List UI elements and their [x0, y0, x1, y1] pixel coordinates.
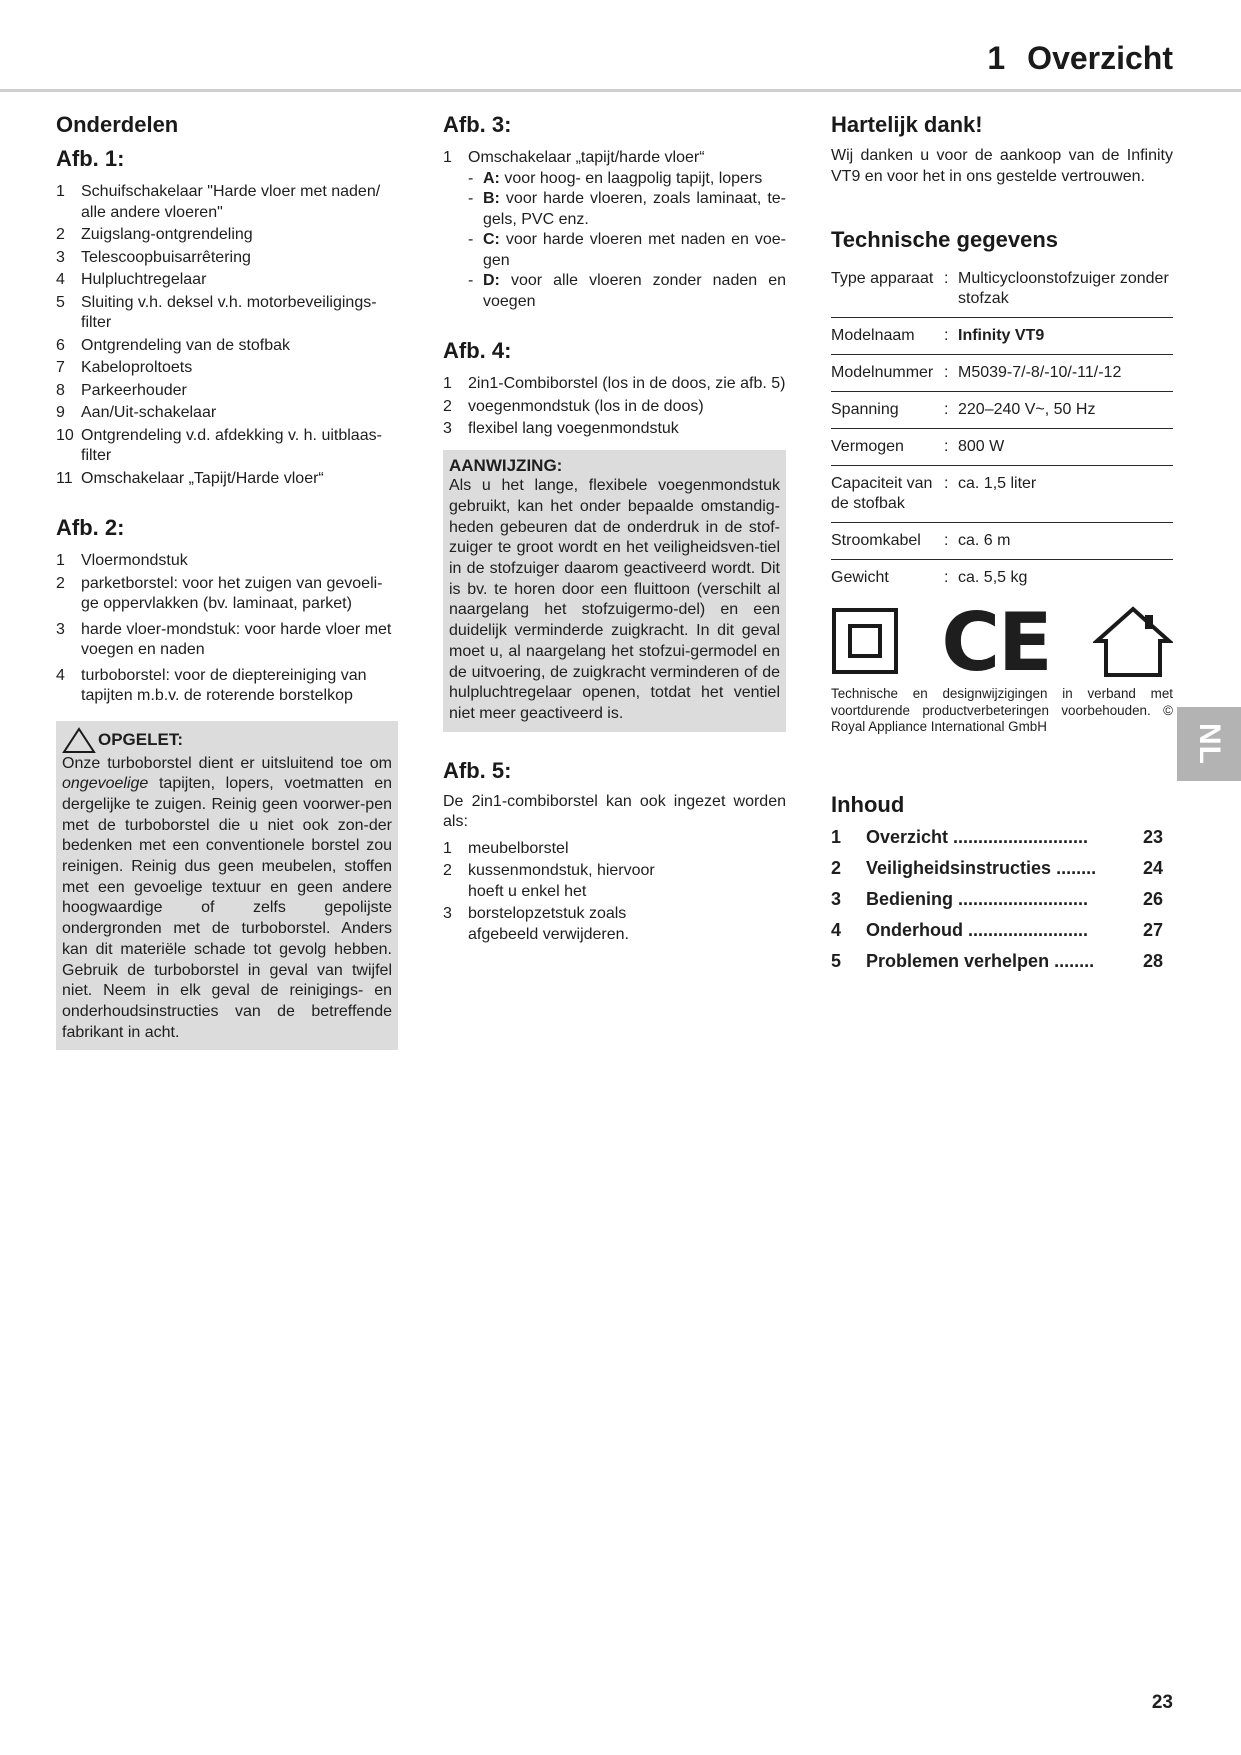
afb3-list: [443, 148, 786, 312]
afb2-title: Afb. 2:: [56, 515, 125, 540]
spec-colon: :: [944, 392, 958, 429]
warning-text: Onze turboborstel dient er uitsluitend toe om ongevoelige tapijten, lopers, voetmatten en dergelijke te zuigen. Reinig geen voorwer-pen met de turboborstel die u niet ook zon-der bedenken met een conventionele borstel zou reinigen. Reinig dus geen meubelen, stoffen met een gevoelige textuur en geen andere hoogwaardige of zelfs gepolijste ondergronden met de turboborstel. Anders kan dit materiële schade tot gevolg hebben. Gebruik de turboborstel in geval van twijfel niet. Neem in elk geval de reinigings- en onderhoudsinstructies van de betreffende fabrikant in acht.: [62, 754, 392, 1041]
spec-colon: :: [944, 261, 958, 318]
toc-item[interactable]: 5 Problemen verhelpen ........ 28: [831, 950, 1164, 971]
chapter-number: 1: [987, 40, 1006, 76]
afb3-sublist: [468, 169, 786, 313]
specs-table: [831, 261, 1173, 596]
list-item: 9 Aan/Uit-schakelaar: [56, 404, 217, 421]
afb3-title: Afb. 3:: [443, 112, 512, 137]
list-item: 8 Parkeerhouder: [56, 381, 187, 399]
column-middle: [443, 112, 786, 947]
spec-key: Modelnummer: [831, 355, 944, 392]
list-item: 3 borstelopzetstuk zoals afgebeeld verwijderen.: [443, 905, 629, 943]
afb5-intro: De 2in1-combiborstel kan ook ingezet worden als:: [443, 792, 786, 831]
spec-row: [831, 261, 1173, 318]
afb1-list: [56, 182, 398, 489]
page-number: 23: [1151, 1692, 1173, 1713]
spec-colon: :: [944, 523, 958, 560]
toc-item[interactable]: 4 Onderhoud ........................ 27: [831, 919, 1164, 940]
spec-value: ca. 6 m: [958, 523, 1173, 560]
spec-row: [831, 560, 1173, 597]
sub-item: - C: voor harde vloeren met naden en voe-gen: [468, 231, 786, 269]
warning-triangle-icon: [62, 727, 96, 754]
column-right: [831, 112, 1173, 977]
afb5-list: [443, 839, 786, 946]
spec-row: [831, 392, 1173, 429]
sub-item: - B: voor harde vloeren, zoals laminaat, te-gels, PVC enz.: [468, 190, 786, 228]
spec-row: [831, 523, 1173, 560]
spec-key: Type apparaat: [831, 261, 944, 318]
column-left: [56, 112, 398, 1050]
note-box: [443, 450, 786, 732]
toc-item[interactable]: 2 Veiligheidsinstructies ........ 24: [831, 857, 1164, 878]
spec-key: Spanning: [831, 392, 944, 429]
list-item: 2 Zuigslang-ontgrendeling: [56, 226, 253, 243]
spec-colon: :: [944, 466, 958, 523]
list-item: 3 Telescoopbuisarrêtering: [56, 248, 251, 266]
list-item: 3 flexibel lang voegenmondstuk: [443, 420, 679, 437]
note-title: AANWIJZING:: [449, 455, 563, 475]
spec-colon: :: [944, 355, 958, 392]
spec-colon: :: [944, 318, 958, 355]
spec-row: [831, 429, 1173, 466]
spec-colon: :: [944, 569, 949, 586]
indoor-use-house-icon: [1093, 605, 1173, 682]
language-tab: NL: [1177, 707, 1241, 781]
ce-mark-icon: CE: [941, 596, 1051, 689]
sub-item: - A: voor hoog- en laagpolig tapijt, lopers: [468, 169, 763, 187]
certification-symbols: [831, 596, 1173, 689]
toc-item[interactable]: 3 Bediening .......................... 26: [831, 888, 1164, 909]
spec-value: 220–240 V~, 50 Hz: [958, 392, 1173, 429]
specs-title: Technische gegevens: [831, 227, 1059, 252]
afb1-title: Afb. 1:: [56, 146, 125, 171]
spec-value: Infinity VT9: [958, 318, 1173, 355]
list-item: 3 harde vloer-mondstuk: voor harde vloer met voegen en naden: [56, 620, 392, 658]
spec-value: ca. 5,5 kg: [958, 569, 1028, 586]
disclaimer: Technische en designwijzigingen in verband met voortdurende productverbeteringen voorbehouden. © Royal Appliance International GmbH: [831, 686, 1173, 734]
spec-key: Capaciteit van de stofbak: [831, 466, 944, 523]
chapter-title: Overzicht: [1027, 40, 1173, 76]
list-item: 6 Ontgrendeling van de stofbak: [56, 336, 291, 354]
page-header: [0, 0, 1241, 92]
toc-title: Inhoud: [831, 791, 905, 817]
list-item: 2 voegenmondstuk (los in de doos): [443, 397, 704, 415]
spec-row: [831, 318, 1173, 355]
note-text: Als u het lange, flexibele voegenmondstuk gebruikt, kan het onder bepaalde omstandig-heden gebeuren dat de onderdruk in de stof-zuiger te groot wordt en het veiligheidsven-tiel in de stofzuiger daarom geactiveerd wordt. Dit is bv. te horen door een fluittoon (verschilt al naargelang het stofzuigermo-del) en een duidelijk verminderde zuigkracht. In dit geval moet u, al naargelang het stofzui-germodel en de uitvoering, de zuigkracht verminderen of de hulpluchtregelaar openen, totdat het ventiel niet meer geactiveerd is.: [449, 477, 780, 722]
list-item: 1 2in1-Combiborstel (los in de doos, zie afb. 5): [443, 375, 786, 392]
list-item: 1 Omschakelaar „tapijt/harde vloer“ - A: voor hoog- en laagpolig tapijt, lopers - B: voor harde vloeren, zoals laminaat, te-gels, PVC enz. - C: voor harde vloeren met naden en voe-gen - D: voor alle vloeren zonder naden en voegen: [443, 148, 786, 312]
spec-key: Vermogen: [831, 429, 944, 466]
afb5-title: Afb. 5:: [443, 757, 512, 783]
list-item: 11 Omschakelaar „Tapijt/Harde vloer“: [56, 469, 324, 487]
afb2-list: [56, 551, 398, 707]
list-item: 1 meubelborstel: [443, 839, 569, 857]
thanks-title: Hartelijk dank!: [831, 112, 983, 137]
spec-row: [831, 355, 1173, 392]
spec-value: Multicycloonstofzuiger zonder stofzak: [958, 261, 1173, 318]
page-title: [987, 40, 1173, 77]
double-insulation-icon: [831, 607, 899, 680]
list-item: 2 kussenmondstuk, hiervoor hoeft u enkel het: [443, 862, 655, 900]
warning-box: [56, 721, 398, 1051]
list-item: 1 Schuifschakelaar "Harde vloer met naden/ alle andere vloeren": [56, 183, 381, 221]
spec-value: 800 W: [958, 429, 1173, 466]
spec-key: Stroomkabel: [831, 523, 944, 560]
sub-item: - D: voor alle vloeren zonder naden en voegen: [468, 272, 786, 310]
list-item: 5 Sluiting v.h. deksel v.h. motorbeveiligings-filter: [56, 293, 377, 331]
spec-key: Modelnaam: [831, 318, 944, 355]
list-item: 1 Vloermondstuk: [56, 552, 188, 569]
list-item: 4 Hulpluchtregelaar: [56, 271, 207, 288]
spec-row: [831, 466, 1173, 523]
list-item: 7 Kabeloproltoets: [56, 359, 193, 376]
afb4-title: Afb. 4:: [443, 338, 512, 363]
spec-colon: :: [944, 429, 958, 466]
table-of-contents: [831, 822, 1173, 977]
parts-heading: Onderdelen: [56, 112, 179, 137]
list-item: 2 parketborstel: voor het zuigen van gevoeli-ge oppervlakken (bv. laminaat, parket): [56, 574, 383, 612]
list-item: 10 Ontgrendeling v.d. afdekking v. h. uitblaas-filter: [56, 426, 382, 464]
warning-title: OPGELET:: [62, 727, 392, 754]
spec-value: ca. 1,5 liter: [958, 466, 1173, 523]
spec-key: Gewicht: [831, 569, 889, 586]
afb4-list: [443, 374, 786, 440]
spec-value: M5039-7/-8/-10/-11/-12: [958, 355, 1173, 392]
thanks-text: Wij danken u voor de aankoop van de Infinity VT9 en voor het in ons gestelde vertrouwen.: [831, 147, 1173, 185]
list-item: 4 turboborstel: voor de dieptereiniging van tapijten m.b.v. de roterende borstelkop: [56, 666, 367, 704]
toc-item[interactable]: 1 Overzicht ........................... 23: [831, 826, 1164, 847]
